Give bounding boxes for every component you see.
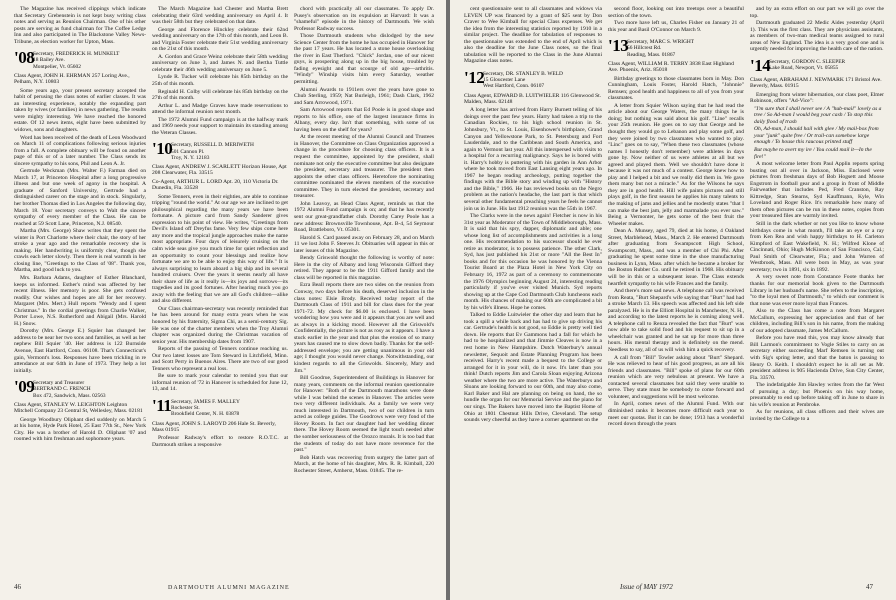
class-note-paragraph: Some years ago, your present secretary accepted the habit of perusing the class notes of earlier classes. It was an interesting experience, notably the expanding part taken by wives (or families) in news gathering. The results were mighty interesting. We have reached the honored estate. Of 12 news items, eight have been submitted by widows, sons and daughters. xyxy=(14,87,146,133)
class-note-paragraph: Dartmouth graduated 22 Medic Aides yesterday (April 1). This was the first class. They are physicians assistants, as members of two-man medical teams assigned to rural areas of New England. The idea is a very good one and is urgently needed for improving the health care of the nation. xyxy=(750,20,884,53)
class-note-paragraph: Our Class chairman-secretary was recently reminded that he has been around for many extra years when he was honored by his fraternity, Sigma Chi, as a semi-century Sig. He was one of the charter members when the Troy Alumni chapter was organized during the Christmas vacation of senior year. His membership dates from 1907. xyxy=(152,305,288,345)
class-note-paragraph: George Woodbury Oliphant died suddenly on March 5 at his home, Hyde Park Hotel, 25 East 77th St., New York City. He was a brother of Harold D. Oliphant '07 and roomed with him freshman and sophomore years. xyxy=(14,416,146,443)
secretary-line: Box 472, Sandwich, Mass. 02563 xyxy=(33,392,106,399)
class-agent: Class Agent, ANDREW J. SCARLETT Horizon House, Apt 208 Clearwater, Fla. 33515 xyxy=(152,164,287,177)
class-note-paragraph: John Leavoy, as Head Class Agent, reminds us that the 1972 Alumni Fund campaign is on; and that he has recently sent our great-grandfather club. Dorothy Carey Poole has a new address: Brownsville Townhouse, Apt. B-4, 54 Seymour Road, Brattleboro, Vt. 05301. xyxy=(294,200,434,234)
secretary-line: 15 Gloucester Lane xyxy=(483,77,526,84)
class-note-paragraph: Still in the dark whether or not you like to know whose birthdays come in what month, I'll take an eye or a ray from Ken Rea and wish happy birthdays to H. Carleton Kimpford of East Wakefield, N. H.; Wilfred Klone of Cincinnati, Ohio; Hugh McKinnon of San Francisco, Cal.; Paul Smith of Clearwater, Fla.; and John Warren of Westbrook, Mass. All were born in May, as was your secretary; two in 1891, six in 1892. xyxy=(750,221,884,273)
class-note-paragraph: A letter from Squier Wilson saying that he had read the article about our George Waters, the many things he is doing; but nothing was said about his golf. "Line" recalls your 25th reunion. He goes on to say that George and he thought they would go to Lebanon and play some golf, and they were joined by two classmates who wanted to play. "Linc" goes on to say, "When these two classmates (whose names I honestly don't remember) were athletes in days gone by. Now neither of us were athletes at all but we agreed and played them. Well we shouldn't have done it because it was not much of a contest. George knew how to play and I helped a bit and we really did them in. We gave them many but not a miracle." As for the Wilsons he says they are in good health. Hill wife paints pictures and still plays golf, in the first season he applies his many talents to the making of jams and jellies and he modestly states "that I can make the best jam, jelly and marmalade you ever saw." Being a Vermonter, he gets some of the best fruit the Wheeler makes. xyxy=(608,102,744,227)
class-note-paragraph: cent questionnaire sent to all classmates and widows via LEVEN UP was financed by a grant of $25 sent by Don Craver to Wee Kimball for special Class expenses. We get the idea from the interesting statistics reported by 1910 in a similar project. The deadline for tabulation of responses to the questionnaire was extended to the end of April which is also the deadline for the June Class notes, so the final tabulation will be reported to the Class in the June Alumni Magazine class notes. xyxy=(464,6,602,65)
class-year: '14 xyxy=(750,55,771,75)
class-note-paragraph: Professor Radway's effort to restore R.O.T.C. at Dartmouth strikes a responsive xyxy=(152,435,288,448)
class-note-paragraph: Bill Goodrue, Superintendent of Buildings in Hanover for many years, comments on the informal reunion questionnaire for Hanover: "Both of the Dartmouth marathons were done while I was behind the scenes in Hanover. The articles were two very different individuals. As a family we were very much interested in Dartmouth, two of our children in turn acted as college guides. The Goodrows were very fond of the Hovey Room. In fact our daughter had her wedding dinner there. The Hovey Room seemed the light touch needed after the somber seriousness of the Orozco murals. It is too bad that the students of today do not have more reverence for the past." xyxy=(294,375,434,454)
class-note-paragraph: A. Gordon and Grace Weinz celebrate their 58th wedding anniversary on June 3, and James N. and Bertha Tuttle celebrate their 46th wedding anniversary on June 5. xyxy=(152,53,288,73)
secretary-address xyxy=(33,50,119,70)
right-column-1 xyxy=(464,6,602,574)
class-note-paragraph: Alumni Awards to 1911ers over the years have gone to Chub Sterling, 1959; Nat Burleigh, 1961; Dash Clark, 1962 and Sam Arrowood, 1971. xyxy=(294,86,434,106)
right-page-number: 47 xyxy=(866,583,873,591)
class-note-paragraph: George and Florence Hinckley celebrate their 62nd wedding anniversary on the 17th of this month, and Leon B. and Virginia Foster celebrate their 51st wedding anniversary on the 21st of this month. xyxy=(152,26,288,53)
class-note-paragraph: Ezra Beall reports there are two sides on the reunion from Conway, two days before his death, deserved inclusion in the class notes: Elsie Brody. Received today report of the Dartmouth Class of 1911 and bill for class dues for the year 1971-72. My check for $6.00 is enclosed. I have been wondering how you were and it appears that you are well and as always in a kicking mood. However all the Griswold's Confidentially, the picture is not as rosy as it appears. I have a stuck earlier in the year and that plus the erosion of so many years has caused me to slow down badly. Thanks for the self-addressed envelope; you are getting unanimous in your old age; I thought you would never change. Notwithstanding, our kindest regards to all the Griswolds. Sincerely, Mary and Jim." xyxy=(294,282,434,374)
secretary-address xyxy=(483,70,563,90)
class-year: '13 xyxy=(608,36,629,56)
class-note-paragraph: The March Magazine had Chester and Martha Brett celebrating their 63rd wedding anniversary on April 4. It was their 58th but they celebrated on that date. xyxy=(152,6,288,26)
class-note-paragraph: Martha (Mrs. George) Shaw writes that they spent the winter in Port Charlotte where their chair, the story of her stroke a year ago and the remarkable recovery she is making. Her handwriting is uniformly clear, though she crawls each letter slowly. Then there is real warmth in her closing line, "Greetings to the Class of '08". Thank you, Martha, and good luck to you. xyxy=(14,228,146,274)
poem-stanza: "I'm sure that I shall never see / A "hub-mail" lovely as a tree / So Ad-man I would beg your cash / To stop this daily flood of trash xyxy=(754,105,882,125)
class-note-paragraph: Be sure to mark your calendar to remind you that our informal reunion of '72 in Hanover is scheduled for June 12, 13, and 14. xyxy=(152,373,288,393)
class-note-paragraph: Emerging from winter hibernation, our class poet, Elmer Robinson, offers "Ad-Vice": xyxy=(750,91,884,105)
class-note-paragraph: A long letter has arrived from Harry Burnett telling of his doings over the past few years. Harry had taken a trip to the Canadian Rockies, to his high school reunion in St. Johnsbury, Vt., to St. Louis, Eisenhower's birthplace, Grand Canyon and Yellowstone Park, to St. Petersburg and Fort Lauderdale, and to the Caribbean and South America, and again to Vermont last year. All this interspersed with visits to a hospital for a recurring malignancy. Says he is bored with it. Harry's hobby is puttering with his garden in Ann Arbor where he took moved from East Lansing eight years ago. In 1967 he began reading archeology, putting together the findings with the Bible story and winding up with "History and the Bible," 1966. He has reviewed books on the Negro problem as the nation's headache, the last part is that which several other fundamental preaching years he feels he cannot join us in June. His last 1912 reunion was the 55th in 1967. xyxy=(464,107,602,212)
secretary-line: Secretary, GORDON C. SLEEPER xyxy=(769,58,846,65)
class-note-paragraph: Reginald H. Colby will celebrate his 85th birthday on the 27th of this month. xyxy=(152,88,288,102)
right-column-2 xyxy=(608,6,744,574)
class-note-paragraph: Reports of the passing of Tenners continue reaching us. Our two latest losses are Tom Steward in Litchfield, Minn. and Scott Perry in Buenos Aires. There are two of our good Tenners who represent a real loss. xyxy=(152,346,288,372)
class-note-paragraph: Mrs. Barbara Adams, daughter of Esther Blanchard, keeps us informed. Esther's mind was affected by her recent illness. Her memory is poor. She gets confused readily. Our wishes and hopes are all for her recovery. Margaret (Mrs. Mert.) Hull reports "Wendy and I spent Christmas." In the cordial greetings from Charlie Walker, Porter Lowe, N.S. Rutherford and Abigail (Mrs. Harold H.) Snow. xyxy=(14,275,146,327)
secretary-address xyxy=(171,398,240,418)
class-note-paragraph: Talked to Eddie Luitwieler the other day and learn that he took a spill a while back and has had to give up driving his car. Gertrude's health is not good, so Eddie is pretty well tied down. He reports that Ev Gammons had a fall for which he had to be hospitalized and that Jimmie Cleaves is now in a rest home in New Hampshire. Dutch Waterbury's annual newsletter, Sequoit and Estate Planning Program has been received. Harry's recent made a bequest to the College or arranged for it in your will, do it now. It's later than you think! Dutch reports Jim and Carola Sloan enjoying Arizona weather where the two are more active. The Waterburys and Sloans are looking forward to our 60th, and may also come, Karl Baker and Hal are planning on being on hand, the so hundle the organ for our Memorial Service and the piano for our sings. The Bakers have moved into the Baptist Home of Ohio at 1801 Chestnut Hills Drive, Cleveland. The setup sounds very cheerful as they have a corner apartment on the xyxy=(464,312,602,424)
class-year: '08 xyxy=(14,48,35,68)
secretary-line: Secretary, FREDERICK H. MUNKELT xyxy=(33,51,120,58)
secretary-line: Reading, Mass. 01867 xyxy=(627,51,676,58)
class-note-paragraph: Dorothy (Mrs. George E.) Squier has changed her address to be near her two sons and families, as well as her nephew Bill Squier '40. Her address is 122 Burnside Avenue, East Hartford, Conn. 06108. That's Connecticut's gain, Vermont's loss. Responses have been trickling in re attendance at our 64th in June of 1973. They help a lot initially. xyxy=(14,328,146,374)
left-column-1 xyxy=(14,6,146,574)
class-note-paragraph: Lynde R. Tucker will celebrate his 85th birthday on the 25th of this month. xyxy=(152,74,288,88)
poem-stanza: Oh, Ad-man, I should hail with glee / My mail-box from your "junk" quite free / Or trail-can somehow large enough / To house this raucous printed stuff xyxy=(754,126,879,146)
secretary-address xyxy=(33,379,106,399)
class-note-paragraph: Birthday greetings to those classmates born in May. Don Cunningham, Louis Foster, Harold Hatch, "Johnnie" Remsen; good health and happiness to all of you from your classmates. xyxy=(608,75,744,102)
class-note-paragraph: Before you have read this, you may know already that Bill Larmon's commitment to Vogle Stiles to carry on as secretary either succeeding Marf Remsen is turning out with Sig's spring letter, and that the baton is passing to Henry O. Keith. I shouldn't expect he is all set as Mr. president address is 905 Hacienda Drive, Sun City Center, Fla. 33570. xyxy=(750,335,884,381)
left-column-3 xyxy=(294,6,434,574)
secretary-address xyxy=(769,58,845,71)
class-note-paragraph: At the recent meeting of the Alumni Council and Trustees in Hanover, the Committee on Class Organization approved a change in the procedure for choosing class officers. It is a request the committee, appointed by the president, shall nominate not only the executive committee but also designate the president, secretary and treasurer. The president then appoints the other class officers. Heretofore the nominating committee nominated the eleven members of the executive committee. They in turn elected the president, secretary and treasurer. xyxy=(294,134,434,200)
class-heading xyxy=(152,141,288,161)
class-note-paragraph: A call from "Bill" Towler asking about "Burt" Shepard. He was relieved to hear of his good progress, as are all his friends and classmates. "Bill" spoke of plans for our 60th reunion which are very nebulous at present. We have a contacted several classmates but said they were unable to serve. They state must be somebody to come forward and volunteer, and suggestions will be most welcome. xyxy=(608,354,744,400)
class-note-paragraph: A very sweet note from Constance Foote thanks her thanks for our memorial book given to the Dartmouth Library in her husband's name. She refers to the inscription, "to the loyal men of Dartmouth," to which our comment is that none was ever more loyal than Frances. xyxy=(750,274,884,307)
right-column-3 xyxy=(750,6,884,574)
right-page xyxy=(450,0,896,600)
class-note-paragraph: As for reunions, all class officers and their wives are invited by the College to a xyxy=(750,409,884,422)
class-agent: Class Agent, STANLEY W. LEIGHTON Leighton Mitchell Company 23 Central St, Wellesley, Mass. 02181 xyxy=(14,401,143,415)
secretary-line: 56 Hillcrest Rd. xyxy=(627,45,662,52)
left-column-2 xyxy=(152,6,288,574)
secretary-line: Secretary, DR. STANLEY B. WELD xyxy=(483,70,563,77)
class-note-paragraph: Sam Arrowood reports that Ed Poole is in good shape and reports to his office, one of the largest insurance firms in Albany, every day. Isn't that something, with some of us having been on the shelf for years? xyxy=(294,107,434,133)
class-heading xyxy=(750,55,884,75)
class-agent: Class Agent, WILLIAM R. TERRY 3838 East Highland Ave. Phoenix, Ariz. 85018 xyxy=(608,60,734,74)
class-note-paragraph: The 1972 Alumni Fund campaign is at the halfway mark and 1969 needs your support to maintain its standing among the Veteran Classes. xyxy=(152,116,288,136)
class-note-paragraph: In April, comes news of the Alumni Fund. With our diminished ranks it becomes more difficult each year to meet our quotas. But it can be done; 1913 has a wonderful record down through the years xyxy=(608,401,744,428)
class-heading xyxy=(14,379,146,399)
class-note-paragraph: Also to the Class has come a note from Margaret McCallum, expressing her appreciation and that of her children, including Bill's son in his name, from the making of our adopted classmate, James McCallum. xyxy=(750,308,884,334)
class-note-paragraph: and by an extra effort on our part we will go over the top. xyxy=(750,6,884,19)
secretary-address xyxy=(171,141,254,161)
left-footer-title: DARTMOUTH ALUMNI MAGAZINE xyxy=(168,585,290,591)
secretary-line: Secretary and Treasurer xyxy=(33,380,85,387)
class-year: '10 xyxy=(152,139,173,159)
class-note-paragraph: chord with practically all our classmates. To apply Dr. Pusey's observation on its expulsion at Harvard: It was a "shameful" episode in the history of Dartmouth. We wish Professor Radway success. xyxy=(294,6,434,32)
class-agent: Class Agent, ABRAHAM J. NEWMARK 171 Bristol Ave. Beverly, Mass. 01915 xyxy=(750,76,882,90)
class-year: '11 xyxy=(152,396,172,416)
class-year: '12 xyxy=(464,67,485,87)
secretary-line: West Hartford, Conn. 06107 xyxy=(483,83,545,90)
class-heading xyxy=(14,50,146,70)
class-note-paragraph: Those Dartmouth students who dislodged by the new Science Center from the home he has occupied in Hanover for the past 17 years. He has located a stone house overlooking the river in East Thetford. "Chick" Jordan, one of our nicest guys, is prospering along up in the big house, troubled by fading eyesight and that scourge of old age—arthritis. "Windy" Winship visits him every Saturday, weather permitting. xyxy=(294,33,434,86)
class-note-paragraph: second floor, looking out into treetops over a beautiful section of the town. xyxy=(608,6,744,19)
class-note-paragraph: Bendy Griswold thought the following is worthy of note: Here in the city of Albany and long Wisconsin Gifford they retired. They appear to be the 1911 Gifford family and the class will be reported in this magazine. xyxy=(294,255,434,281)
class-note-paragraph: A most welcome letter from Paul Applin reports spring busting out all over in Jackson, Miss. Enclosed were pictures from freshman days of Bob Hogsett and Moose Engstrom in football gear and a group in front of Middle Fairweather that includes Ped, Fred Cranston, Ray Kittredge, Stan Stearns, Syd Kauffmann, Kyle, Win Loveland and Roger Rice. It's remarkable how many of them often pictures can be run in these notes, copies from your treasured files are warmly invited. xyxy=(750,161,884,220)
left-page xyxy=(0,0,446,600)
class-agent: Class Agent, JOHN H. EHRMAN 257 Loring Ave., Pelham, N.Y. 10803 xyxy=(14,72,130,86)
secretary-line: Secretary, JAMES F. MALLEY xyxy=(171,399,240,406)
secretary-line: Secretary, MARC S. WRIGHT xyxy=(627,39,695,46)
class-agent: Class Agent, EDWARD B. LUITWIELER 116 Glenwood St. Malden, Mass. 02148 xyxy=(464,92,602,105)
class-heading xyxy=(152,398,288,418)
class-note-paragraph: Harold S. Card passed away on February 28, and on March 11 we lost John F. Steeves Jr. Obituaries will appear in this or later issues of this Magazine. xyxy=(294,234,434,254)
class-note-paragraph: And there's more sad news. A telephone call was received from Reata, "Burt Shepard's wife saying that "Burt" had had a stroke March 13. His speech was affected and his left side paralyzed. He is in the Elliott Hospital in Manchester, N. H., and according to the latest reports he is coming along well. A telephone call to Renza revealed the fact that "Burt" was now able to take solid food and his request to sit up in a wheelchair was granted and he sat up for more than three hours. His mental therapy and is definitely on the mend. Needless to say, all of us will wish him a quick recovery. xyxy=(608,288,744,354)
secretary-line: 18 Bailey Ave. xyxy=(33,57,65,64)
secretary-line: 501 Cannon Pl. xyxy=(171,148,205,155)
class-note-paragraph: The Magazine has received clippings which indicate that Secretary Grebenstein is not kept busy writing class notes and serving as Reunion Chairman. One of his other posts are serving as fund chairman for The Coffee Ledge Inn and also participated in The Blackstone Valley News-Tribune, as election worker for Upton, Mass. xyxy=(14,6,146,45)
secretary-line: Montpelier, Vt. 05602 xyxy=(33,63,81,70)
secretary-line: Troy, N. Y. 12183 xyxy=(171,154,210,161)
secretary-line: Secretary, RUSSELL D. MERIWETH xyxy=(171,142,254,149)
left-page-number: 46 xyxy=(14,583,21,591)
class-note-paragraph: Arthur L. and Madge Graves have made reservations to attend the informal reunion next month. xyxy=(152,102,288,116)
secretary-line: Brookfield Center, N. H. 03878 xyxy=(171,411,240,418)
class-heading xyxy=(608,38,744,58)
class-note-paragraph: The indefatigable Jim Hawley writes from the far West of pursuing a day; but Phoenix on his way home, presumably to end up before taking off in June to share in his wife's reunion at Pembroke. xyxy=(750,382,884,408)
secretary-address xyxy=(627,38,694,58)
class-heading xyxy=(464,67,602,90)
class-note-paragraph: Two more have left us, Charles Fisher on January 21 of this year and Basil O'Connor on March 9. xyxy=(608,20,744,33)
secretary-line: Lake Road, Newport, Vt. 05855 xyxy=(769,65,839,72)
poem-stanza: But maybe to avert my ire / You could mail it—In the fire!" xyxy=(754,147,872,160)
class-agent: Class Agent, JOHN S. LAROYD 206 Hale St. Beverly, Mass 01915 xyxy=(152,420,276,434)
class-agent: Co-Agent, ARTHUR L. LORD Apt. 20, 110 Victoria Dr. Dunedin, Fla. 33528 xyxy=(152,178,279,192)
class-note-paragraph: Dean A. Munsey, aged 79, died at his home, 4 Oakland Street, Marblehead, Mass., March 2. He entered Dartmouth after graduating from Swampscott High School, Swampscott, Mass., and was a member of Chi Phi. After graduating he spent some time in the shoe manufacturing business in Lynn, Mass. after which he became a broker for the Boston Rubber Co. until he retired in 1968. His obituary will be in this or a subsequent issue. The Class extends heartfelt sympathy to his wife Frances and the family. xyxy=(608,228,744,287)
right-footer-issue: Issue of MAY 1972 xyxy=(620,583,673,591)
class-note-paragraph: Word has been received of the death of Leon Woodward on March 11 of complications following serious injuries from a fall. A complete obituary will be found on another page of this or of a later number. The Class sends its sincere sympathy to his sons, Phil and Leon A. Jr. xyxy=(14,134,146,167)
secretary-line: Rochester St. xyxy=(171,405,200,412)
secretary-line: BERTRAND C. FRENCH xyxy=(33,386,91,393)
class-note-paragraph: Gertrude Weckman (Mrs. Walter F.) Farman died on March 17, at Princeton Hospital after a long progressive illness and but one week of agony in the hospital. A graduate of Sanford University, Gertrude had a distinguished career on the stage and in stock. Singularly, her brother Thomas died in Los Angeles the following day, March 18. Your secretary conveys to Walt the sincere sympathy of every member of the Class. He can be reached at 59 Scott Lane, Princeton, N.J. 08540. xyxy=(14,168,146,227)
class-note-paragraph: The Clarks were in the news again! Fletcher is now in his 31st year as Moderator of the Town of Middleborough, Mass. It is said that his spry, dapper, diplomatic and able; one whose long list of accomplishments and activities is a long one. His recommendation to his successor should he ever retire as moderator, is to possess patience. The other Clark, Syd, has just published his 21st or more "All the Best In" books and for this occasion he was honored by the Vienna Tourist Board at the Plaza Hotel in New York City on February 16, 1972 as part of a ceremony to commemorate the 1976 Olympics beginning August 24, interesting reading particularly if you've ever visited Munich. Syd reports showing up at the Cape Cod Dartmouth Club luncheons each month. His chances of making our 60th are complicated a bit by his wife's illness. Hope he comes. xyxy=(464,213,602,311)
class-year: '09 xyxy=(14,377,35,397)
class-note-paragraph: Bob Hatch was recovering from surgery the latter part of March, at the home of his daughter, Mrs. R. R. Kimball, 220 Rochester Street, Amherst, Mass. 01845. The re- xyxy=(294,454,434,474)
class-note-paragraph: Some Tenners, even in their eighties, are able to continue tripping "round the world." At our age we are inclined to get philosophical regarding the many years we have been fortunate. A picture card from Sandy Sanderer gives expression to his point of view. He writes, "Greetings from Devil's Island off Dreyfus fame. Very few ships come here any more and the tropical jungle approaches make the name most appropriate. Four days of leisurely cruising on the calm wide seas give you much time for quiet reflection and an opportunity to count your blessings and realize how fortunate we are to be able to enjoy this way of life." It is always surprising to learn aboard a big ship and its several hundred cruisers. Over the years it seems nearly all have their share of life as it really is—its joys and sorrows—its tragedies and its good fortunes. After hearing much you go away with the feeling that we are all God's children—alike and also different. xyxy=(152,193,288,305)
